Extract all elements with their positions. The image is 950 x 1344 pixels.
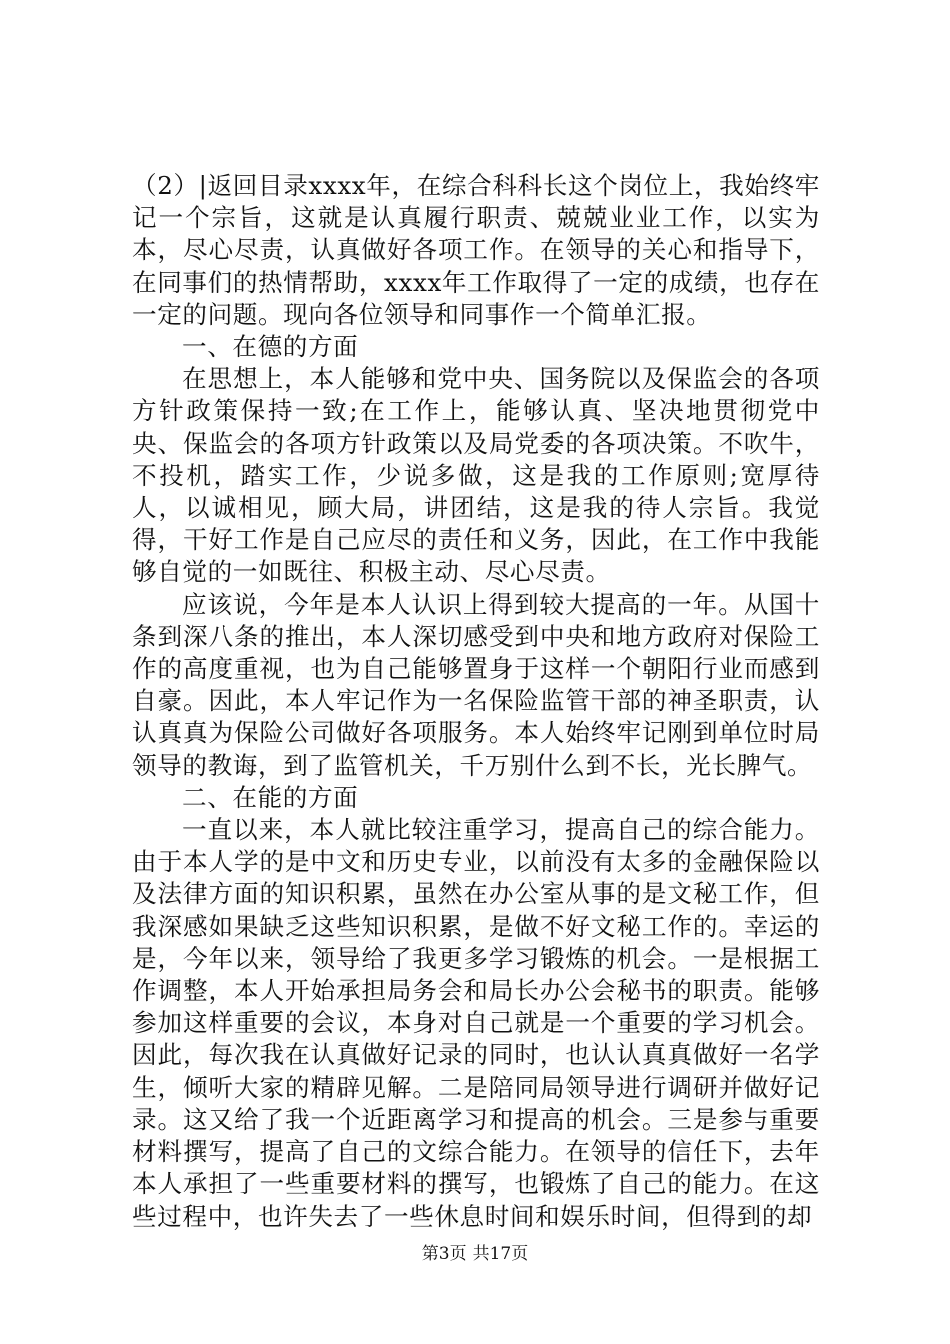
page-number-current: 第3页 bbox=[421, 1244, 467, 1264]
page-number-total: 共17页 bbox=[472, 1244, 529, 1264]
section-heading-virtue: 一、在德的方面 bbox=[182, 332, 359, 362]
paragraph-virtue-thought: 在思想上，本人能够和党中央、国务院以及保监会的各项方针政策保持一致;在工作上，能够认真、坚决地贯彻党中央、保监会的各项方针政策以及局党委的各项决策。不吹牛，不投机，踏实工作，少说多做，这是我的工作原则;宽厚待人，以诚相见，顾大局，讲团结，这是我的待人宗旨。我觉得，干好工作是自己应尽的责任和义务，因此，在工作中我能够自觉的一如既往、积极主动、尽心尽责。 bbox=[132, 364, 820, 587]
paragraph-ability-study: 一直以来，本人就比较注重学习，提高自己的综合能力。由于本人学的是中文和历史专业，以前没有太多的金融保险以及法律方面的知识积累，虽然在办公室从事的是文秘工作，但我深感如果缺乏这些知识积累，是做不好文秘工作的。幸运的是，今年以来，领导给了我更多学习锻炼的机会。一是根据工作调整，本人开始承担局务会和局长办公会秘书的职责。能够参加这样重要的会议，本身对自己就是一个重要的学习机会。因此，每次我在认真做好记录的同时，也认认真真做好一名学生，倾听大家的精辟见解。二是陪同局领导进行调研并做好记录。这又给了我一个近距离学习和提高的机会。三是参与重要材料撰写，提高了自己的文综合能力。在领导的信任下，去年本人承担了一些重要材料的撰写，也锻炼了自己的能力。在这些过程中，也许失去了一些休息时间和娱乐时间，但得到的却 bbox=[132, 815, 820, 1231]
page-footer bbox=[0, 1243, 950, 1265]
document-body bbox=[132, 170, 820, 1233]
paragraph-intro: （2）|返回目录xxxx年，在综合科科长这个岗位上，我始终牢记一个宗旨，这就是认真履行职责、兢兢业业工作，以实为本，尽心尽责，认真做好各项工作。在领导的关心和指导下，在同事们的热情帮助，xxxx年工作取得了一定的成绩，也存在一定的问题。现向各位领导和同事作一个简单汇报。 bbox=[132, 171, 820, 329]
paragraph-virtue-awareness: 应该说，今年是本人认识上得到较大提高的一年。从国十条到深八条的推出，本人深切感受到中央和地方政府对保险工作的高度重视，也为自己能够置身于这样一个朝阳行业而感到自豪。因此，本人牢记作为一名保险监管干部的神圣职责，认认真真为保险公司做好各项服务。本人始终牢记刚到单位时局领导的教诲，到了监管机关，千万别什么到不长，光长脾气。 bbox=[132, 589, 820, 780]
section-heading-ability: 二、在能的方面 bbox=[182, 782, 359, 812]
